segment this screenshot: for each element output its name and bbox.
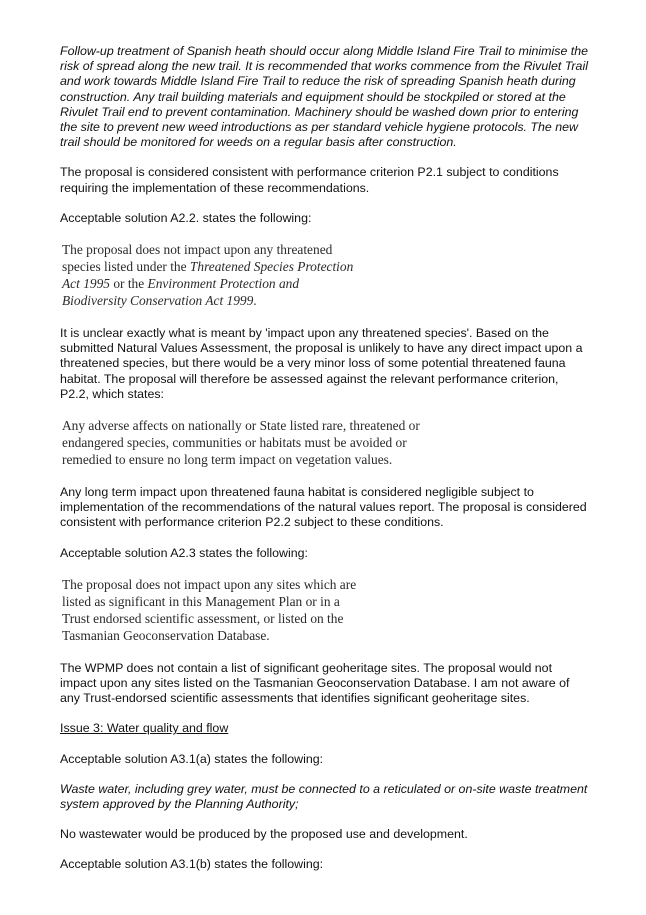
a31a-intro: Acceptable solution A3.1(a) states the following: [60,751,324,766]
document-page [60,44,590,873]
issue-3-heading: Issue 3: Water quality and flow [60,721,229,736]
geoheritage-paragraph: The WPMP does not contain a list of significant geoheritage sites. The proposal would not impact upon any sites listed on the Tasmanian Geoconservation Database. I am not aware of any Trust-endorsed scientific assessments that identifies significant geoheritage sites. [60,660,570,706]
a22-intro: Acceptable solution A2.2. states the following: [60,210,312,225]
wastewater-paragraph: No wastewater would be produced by the proposed use and development. [60,827,468,842]
a31b-intro: Acceptable solution A3.1(b) states the following: [60,857,324,872]
a22-quote: The proposal does not impact upon any threatened species listed under the Threatened Species Protection Act 1995 or the Environment Protection and Biodiversity Conservation Act 1999. [62,242,354,309]
a31a-quote: Waste water, including grey water, must be connected to a reticulated or on-site waste treatment system approved by the Planning Authority; [60,781,588,812]
a23-intro: Acceptable solution A2.3 states the following: [60,545,308,560]
p21-consistency-paragraph: The proposal is considered consistent with performance criterion P2.1 subject to conditions requiring the implementation of these recommendations. [60,165,559,195]
a23-quote: The proposal does not impact upon any sites which are listed as significant in this Management Plan or in a Trust endorsed scientific assessment, or listed on the Tasmanian Geoconservation Database. [62,576,357,643]
fauna-habitat-paragraph: Any long term impact upon threatened fauna habitat is considered negligible subject to implementation of the recommendations of the natural values report. The proposal is considered consistent with performance criterion P2.2 subject to these conditions. [60,485,587,530]
p22-quote: Any adverse affects on nationally or State listed rare, threatened or endangered species, communities or habitats must be avoided or remedied to ensure no long term impact on vegetation values. [62,418,420,468]
spanish-heath-recommendation: Follow-up treatment of Spanish heath should occur along Middle Island Fire Trail to minimise the risk of spread along the new trail. It is recommended that works commence from the Rivulet Trail and work towards Middle Island Fire Trail to reduce the risk of spreading Spanish heath during construction. Any trail building materials and equipment should be stockpiled or stored at the Rivulet Trail end to prevent contamination. Machinery should be washed down prior to entering the site to prevent new weed introductions as per standard vehicle hygiene protocols. The new trail should be monitored for weeds on a regular basis after construction. [60,44,589,150]
threatened-species-paragraph: It is unclear exactly what is meant by 'impact upon any threatened species'. Based on the submitted Natural Values Assessment, the proposal is unlikely to have any direct impact upon a threatened species, but there would be a very minor loss of some potential threatened fauna habitat. The proposal will therefore be assessed against the relevant performance criterion, P2.2, which states: [60,326,583,401]
